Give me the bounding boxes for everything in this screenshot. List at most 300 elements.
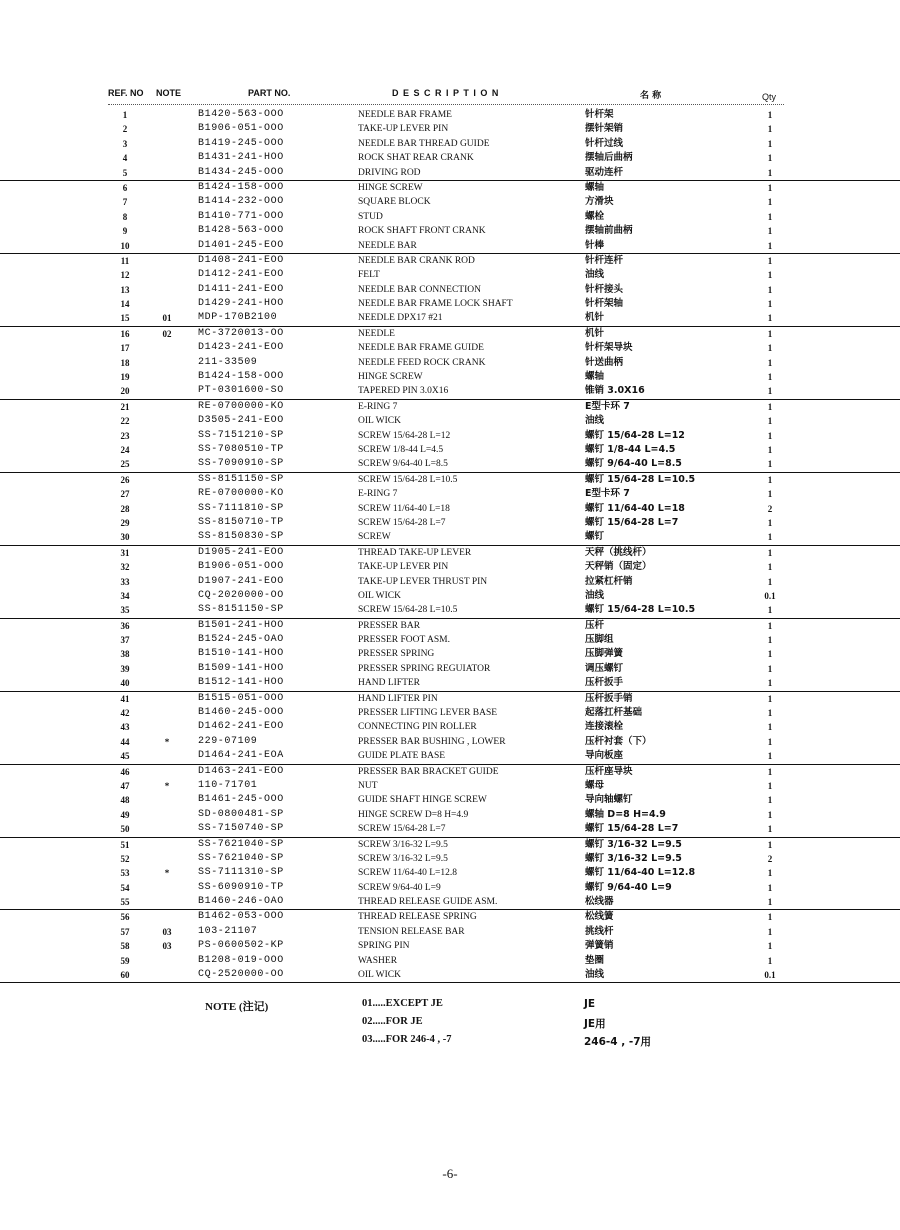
part-no-cell: B1208-019-OOO: [198, 954, 284, 966]
description-cell: ROCK SHAT REAR CRANK: [358, 153, 474, 164]
description-cell: SCREW 15/64-28 L=7: [358, 517, 446, 528]
name-cn-cell: 螺钉 15/64-28 L=10.5: [585, 473, 696, 485]
note-meaning: JE用: [584, 1018, 606, 1030]
description-cell: HINGE SCREW D=8 H=4.9: [358, 809, 469, 820]
ref-no-cell: 25: [120, 459, 130, 470]
name-cn-cell: 压杆衬套（下）: [585, 735, 652, 747]
ref-no-cell: 13: [120, 284, 130, 295]
name-cn-cell: 摆针架销: [585, 123, 624, 135]
part-no-cell: B1501-241-HOO: [198, 619, 284, 631]
part-no-cell: SS-7111810-SP: [198, 502, 284, 514]
table-row: [0, 122, 900, 136]
description-cell: PRESSER SPRING REGUIATOR: [358, 663, 491, 674]
part-no-cell: PS-0600502-KP: [198, 940, 284, 952]
part-no-cell: D1412-241-EOO: [198, 269, 284, 281]
ref-no-cell: 15: [120, 313, 130, 324]
table-row: [0, 108, 900, 122]
name-cn-cell: 螺钉 3/16-32 L=9.5: [585, 838, 682, 850]
table-row: [0, 647, 900, 661]
table-row: [0, 502, 900, 516]
part-no-cell: D1905-241-EOO: [198, 546, 284, 558]
qty-cell: 1: [767, 299, 773, 310]
ref-no-cell: 48: [120, 795, 130, 806]
ref-no-cell: 24: [120, 444, 130, 455]
qty-cell: 1: [767, 110, 773, 120]
ref-no-cell: 46: [120, 766, 130, 777]
description-cell: E-RING 7: [358, 401, 398, 412]
table-row: [0, 706, 900, 720]
ref-no-cell: 56: [120, 912, 130, 923]
description-cell: TAKE-UP LEVER PIN: [358, 562, 449, 573]
name-cn-cell: 摆轴前曲柄: [585, 225, 633, 237]
description-cell: SCREW 9/64-40 L=9: [358, 882, 441, 893]
notes-title: NOTE (注记): [205, 1001, 269, 1013]
description-cell: SCREW 11/64-40 L=12.8: [358, 868, 458, 879]
name-cn-cell: 针杆连杆: [585, 254, 624, 266]
name-cn-cell: 挑线杆: [585, 925, 614, 937]
part-no-cell: B1419-245-OOO: [198, 137, 284, 149]
ref-no-cell: 31: [120, 547, 130, 558]
ref-no-cell: 27: [120, 489, 130, 500]
name-cn-cell: 机针: [585, 327, 605, 339]
ref-no-cell: 5: [122, 167, 128, 178]
table-row: [0, 692, 900, 706]
description-cell: SCREW 15/64-28 L=10.5: [358, 474, 458, 485]
description-cell: SCREW 9/64-40 L=8.5: [358, 459, 448, 470]
table-row: [0, 327, 900, 341]
qty-cell: 1: [767, 955, 773, 966]
part-no-cell: SS-7151210-SP: [198, 429, 284, 441]
description-cell: NEEDLE BAR THREAD GUIDE: [358, 138, 490, 149]
name-cn-cell: 针杆过线: [585, 137, 624, 149]
part-no-cell: SS-6090910-TP: [198, 881, 284, 893]
description-cell: PRESSER SPRING: [358, 649, 435, 660]
ref-no-cell: 47: [120, 780, 130, 791]
note-code: 03.....FOR 246-4 , -7: [362, 1034, 452, 1045]
name-cn-cell: 螺钉 15/64-28 L=7: [585, 823, 679, 835]
description-cell: SCREW 3/16-32 L=9.5: [358, 853, 448, 864]
name-cn-cell: 针杆接头: [585, 283, 624, 295]
description-cell: TENSION RELEASE BAR: [358, 926, 465, 937]
part-no-cell: D1463-241-EOO: [198, 765, 284, 777]
ref-no-cell: 32: [120, 562, 130, 573]
qty-cell: 1: [767, 226, 773, 237]
ref-no-cell: 6: [122, 182, 128, 193]
name-cn-cell: 导向板座: [585, 750, 624, 762]
part-no-cell: SS-7080510-TP: [198, 443, 284, 455]
part-no-cell: CQ-2520000-OO: [198, 969, 284, 981]
part-no-cell: MC-3720013-OO: [198, 327, 284, 339]
table-row: [0, 341, 900, 355]
table-row: [0, 939, 900, 953]
table-row: [0, 210, 900, 224]
qty-cell: 1: [767, 401, 773, 412]
description-cell: OIL WICK: [358, 590, 402, 601]
part-no-cell: B1428-563-OOO: [198, 225, 284, 237]
ref-no-cell: 42: [120, 708, 130, 719]
description-cell: OIL WICK: [358, 970, 402, 981]
description-cell: THREAD RELEASE SPRING: [358, 912, 477, 923]
description-cell: PRESSER FOOT ASM.: [358, 635, 450, 646]
name-cn-cell: 油线: [585, 415, 605, 427]
part-no-cell: B1524-245-OAO: [198, 634, 284, 646]
part-no-cell: D1423-241-EOO: [198, 342, 284, 354]
qty-cell: 1: [767, 138, 773, 149]
part-no-cell: B1460-246-OAO: [198, 896, 284, 908]
part-no-cell: B1510-141-HOO: [198, 648, 284, 660]
header-name-cn: 名 称: [640, 91, 662, 101]
qty-cell: 1: [767, 328, 773, 339]
name-cn-cell: 螺轴 D=8 H=4.9: [585, 808, 666, 820]
description-cell: PRESSER BAR: [358, 620, 421, 631]
ref-no-cell: 59: [120, 955, 130, 966]
qty-cell: 1: [767, 532, 773, 543]
ref-no-cell: 16: [120, 328, 130, 339]
part-no-cell: SS-7090910-SP: [198, 458, 284, 470]
note-item: [362, 1034, 782, 1052]
part-no-cell: RE-0700000-KO: [198, 400, 284, 412]
parts-table: [0, 108, 900, 983]
table-row: [0, 735, 900, 749]
qty-cell: 1: [767, 576, 773, 587]
header-description: D E S C R I P T I O N: [392, 88, 500, 98]
part-no-cell: D1462-241-EOO: [198, 721, 284, 733]
qty-cell: 1: [767, 868, 773, 879]
name-cn-cell: 压杆: [585, 619, 605, 631]
ref-no-cell: 11: [120, 255, 130, 266]
ref-no-cell: 58: [120, 941, 130, 952]
description-cell: HAND LIFTER: [358, 678, 421, 689]
table-row: [0, 720, 900, 734]
part-no-cell: 211-33509: [198, 356, 258, 368]
part-no-cell: SS-7621040-SP: [198, 852, 284, 864]
ref-no-cell: 17: [120, 343, 130, 354]
qty-cell: 1: [767, 839, 773, 850]
part-no-cell: B1424-158-OOO: [198, 181, 284, 193]
ref-no-cell: 23: [120, 430, 130, 441]
description-cell: THREAD RELEASE GUIDE ASM.: [358, 897, 498, 908]
header-ref-no: REF. NO: [108, 88, 144, 98]
part-no-cell: SS-8151150-SP: [198, 473, 284, 485]
table-row: [0, 822, 900, 837]
qty-cell: 1: [767, 430, 773, 441]
ref-no-cell: 34: [120, 590, 130, 601]
description-cell: SCREW 3/16-32 L=9.5: [358, 839, 448, 850]
description-cell: NUT: [358, 780, 378, 791]
ref-no-cell: 8: [122, 211, 128, 222]
header-part-no: PART NO.: [248, 88, 291, 98]
ref-no-cell: 43: [120, 722, 130, 733]
qty-cell: 1: [767, 912, 773, 923]
part-no-cell: B1515-051-OOO: [198, 692, 284, 704]
qty-cell: 1: [767, 547, 773, 558]
qty-cell: 2: [767, 853, 773, 864]
qty-cell: 1: [767, 474, 773, 485]
qty-cell: 1: [767, 124, 773, 135]
name-cn-cell: 方滑块: [585, 196, 614, 208]
part-no-cell: SS-8151150-SP: [198, 604, 284, 616]
description-cell: SCREW 15/64-28 L=7: [358, 824, 446, 835]
qty-cell: 1: [767, 897, 773, 908]
table-row: [0, 414, 900, 428]
name-cn-cell: 拉紧杠杆销: [585, 575, 633, 587]
qty-cell: 1: [767, 824, 773, 835]
qty-cell: 1: [767, 736, 773, 747]
description-cell: NEEDLE BAR CONNECTION: [358, 284, 481, 295]
qty-cell: 1: [767, 751, 773, 762]
part-no-cell: PT-0301600-SO: [198, 385, 284, 397]
table-row: [0, 968, 900, 983]
part-no-cell: D3505-241-EOO: [198, 415, 284, 427]
table-row: [0, 254, 900, 268]
ref-no-cell: 57: [120, 926, 130, 937]
part-no-cell: B1434-245-OOO: [198, 166, 284, 178]
name-cn-cell: 螺母: [585, 779, 605, 791]
name-cn-cell: 螺栓: [585, 210, 605, 222]
qty-cell: 1: [767, 284, 773, 295]
qty-cell: 1: [767, 255, 773, 266]
name-cn-cell: 弹簧销: [585, 940, 614, 952]
table-row: [0, 516, 900, 530]
part-no-cell: 229-07109: [198, 735, 258, 747]
name-cn-cell: 螺钉: [585, 531, 605, 543]
table-row: [0, 881, 900, 895]
qty-cell: 1: [767, 708, 773, 719]
ref-no-cell: 20: [120, 386, 130, 397]
table-row: [0, 765, 900, 779]
qty-cell: 1: [767, 941, 773, 952]
qty-cell: 1: [767, 372, 773, 383]
description-cell: CONNECTING PIN ROLLER: [358, 722, 477, 733]
table-row: [0, 749, 900, 764]
description-cell: TAKE-UP LEVER PIN: [358, 124, 449, 135]
table-row: [0, 866, 900, 880]
name-cn-cell: 螺钉 3/16-32 L=9.5: [585, 852, 682, 864]
table-row: [0, 283, 900, 297]
description-cell: HINGE SCREW: [358, 182, 423, 193]
qty-cell: 1: [767, 635, 773, 646]
qty-cell: 1: [767, 313, 773, 324]
ref-no-cell: 9: [122, 226, 128, 237]
name-cn-cell: 螺轴: [585, 181, 605, 193]
qty-cell: 1: [767, 211, 773, 222]
qty-cell: 1: [767, 663, 773, 674]
ref-no-cell: 60: [120, 970, 130, 981]
description-cell: HINGE SCREW: [358, 372, 423, 383]
name-cn-cell: 天秤销（固定）: [585, 561, 652, 573]
description-cell: WASHER: [358, 955, 398, 966]
table-row: [0, 560, 900, 574]
table-row: [0, 429, 900, 443]
ref-no-cell: 55: [120, 897, 130, 908]
qty-cell: 1: [767, 649, 773, 660]
name-cn-cell: 松线簧: [585, 911, 614, 923]
description-cell: SCREW: [358, 532, 391, 543]
name-cn-cell: 压脚组: [585, 634, 614, 646]
table-row: [0, 589, 900, 603]
part-no-cell: RE-0700000-KO: [198, 488, 284, 500]
part-no-cell: B1509-141-HOO: [198, 662, 284, 674]
table-row: [0, 224, 900, 238]
ref-no-cell: 54: [120, 882, 130, 893]
ref-no-cell: 37: [120, 635, 130, 646]
ref-no-cell: 2: [122, 124, 128, 135]
table-row: [0, 662, 900, 676]
ref-no-cell: 22: [120, 416, 130, 427]
name-cn-cell: 锥销 3.0X16: [585, 385, 645, 397]
note-cell: 03: [162, 926, 172, 937]
description-cell: NEEDLE BAR FRAME LOCK SHAFT: [358, 299, 513, 310]
qty-cell: 1: [767, 722, 773, 733]
table-row: [0, 895, 900, 910]
name-cn-cell: 螺钉 9/64-40 L=8.5: [585, 458, 682, 470]
table-row: [0, 151, 900, 165]
table-row: [0, 779, 900, 793]
ref-no-cell: 12: [120, 270, 130, 281]
qty-cell: 1: [767, 517, 773, 528]
table-row: [0, 619, 900, 633]
name-cn-cell: 天秤（挑线杆）: [585, 546, 652, 558]
name-cn-cell: 导向轴螺钉: [585, 794, 633, 806]
qty-cell: 1: [767, 489, 773, 500]
table-row: [0, 808, 900, 822]
ref-no-cell: 7: [122, 197, 128, 208]
part-no-cell: D1401-245-EOO: [198, 239, 284, 251]
ref-no-cell: 50: [120, 824, 130, 835]
name-cn-cell: 螺钉 1/8-44 L=4.5: [585, 443, 676, 455]
table-row: [0, 457, 900, 472]
name-cn-cell: 针杆架轴: [585, 298, 624, 310]
ref-no-cell: 53: [120, 868, 130, 879]
ref-no-cell: 3: [122, 138, 128, 149]
part-no-cell: D1464-241-EOA: [198, 750, 284, 762]
name-cn-cell: 螺钉 15/64-28 L=10.5: [585, 604, 696, 616]
description-cell: E-RING 7: [358, 489, 398, 500]
table-row: [0, 195, 900, 209]
table-row: [0, 852, 900, 866]
ref-no-cell: 40: [120, 678, 130, 689]
ref-no-cell: 14: [120, 299, 130, 310]
qty-cell: 1: [767, 459, 773, 470]
qty-cell: 0.1: [764, 590, 776, 601]
name-cn-cell: 针杆架导块: [585, 342, 633, 354]
qty-cell: 1: [767, 809, 773, 820]
part-no-cell: CQ-2020000-OO: [198, 589, 284, 601]
header-qty: Qty: [762, 92, 777, 102]
name-cn-cell: 螺轴: [585, 371, 605, 383]
name-cn-cell: 压脚弹簧: [585, 648, 624, 660]
table-row: [0, 546, 900, 560]
description-cell: FELT: [358, 270, 380, 281]
table-row: [0, 370, 900, 384]
header-note: NOTE: [156, 88, 182, 98]
ref-no-cell: 51: [120, 839, 130, 850]
table-row: [0, 925, 900, 939]
part-no-cell: B1414-232-OOO: [198, 196, 284, 208]
ref-no-cell: 36: [120, 620, 130, 631]
table-row: [0, 793, 900, 807]
part-no-cell: B1462-053-OOO: [198, 911, 284, 923]
name-cn-cell: 压杆座导块: [585, 765, 633, 777]
ref-no-cell: 10: [120, 240, 130, 251]
qty-cell: 1: [767, 153, 773, 164]
header-divider: [108, 104, 784, 105]
name-cn-cell: 压杆扳手: [585, 677, 624, 689]
page-number: -6-: [442, 1166, 458, 1181]
table-row: [0, 137, 900, 151]
qty-cell: 1: [767, 182, 773, 193]
ref-no-cell: 18: [120, 357, 130, 368]
ref-no-cell: 29: [120, 517, 130, 528]
name-cn-cell: 针棒: [585, 239, 605, 251]
description-cell: THREAD TAKE-UP LEVER: [358, 547, 472, 558]
description-cell: NEEDLE BAR FRAME GUIDE: [358, 343, 484, 354]
qty-cell: 1: [767, 197, 773, 208]
part-no-cell: B1431-241-HOO: [198, 152, 284, 164]
table-row: [0, 443, 900, 457]
qty-cell: 1: [767, 343, 773, 354]
description-cell: PRESSER LIFTING LEVER BASE: [358, 708, 498, 719]
qty-cell: 1: [767, 562, 773, 573]
part-no-cell: 103-21107: [198, 925, 258, 937]
part-no-cell: SS-8150710-TP: [198, 516, 284, 528]
description-cell: NEEDLE BAR FRAME: [358, 110, 452, 120]
part-no-cell: B1460-245-OOO: [198, 707, 284, 719]
name-cn-cell: 起落扛杆基础: [585, 707, 643, 719]
qty-cell: 1: [767, 240, 773, 251]
description-cell: TAKE-UP LEVER THRUST PIN: [358, 576, 488, 587]
note-cell: 03: [162, 941, 172, 952]
part-no-cell: SS-7621040-SP: [198, 838, 284, 850]
description-cell: HAND LIFTER PIN: [358, 693, 438, 704]
ref-no-cell: 52: [120, 853, 130, 864]
table-row: [0, 487, 900, 501]
part-no-cell: B1410-771-OOO: [198, 210, 284, 222]
qty-cell: 2: [767, 503, 773, 514]
ref-no-cell: 49: [120, 809, 130, 820]
description-cell: NEEDLE FEED ROCK CRANK: [358, 357, 486, 368]
qty-cell: 1: [767, 416, 773, 427]
ref-no-cell: 35: [120, 605, 130, 616]
part-no-cell: B1461-245-OOO: [198, 794, 284, 806]
ref-no-cell: 39: [120, 663, 130, 674]
qty-cell: 1: [767, 693, 773, 704]
description-cell: STUD: [358, 211, 383, 222]
table-row: [0, 384, 900, 399]
ref-no-cell: 33: [120, 576, 130, 587]
ref-no-cell: 26: [120, 474, 130, 485]
part-no-cell: MDP-170B2100: [198, 312, 278, 324]
description-cell: DRIVING ROD: [358, 167, 421, 178]
ref-no-cell: 28: [120, 503, 130, 514]
description-cell: SPRING PIN: [358, 941, 410, 952]
qty-cell: 1: [767, 678, 773, 689]
notes-list: [362, 998, 782, 1052]
qty-cell: 1: [767, 882, 773, 893]
part-no-cell: SS-7111310-SP: [198, 867, 284, 879]
table-row: [0, 356, 900, 370]
note-code: 01.....EXCEPT JE: [362, 998, 443, 1009]
name-cn-cell: 连接滚栓: [585, 721, 624, 733]
note-cell: *: [164, 736, 170, 747]
description-cell: OIL WICK: [358, 416, 402, 427]
name-cn-cell: 油线: [585, 969, 605, 981]
note-meaning: 246-4 , -7用: [584, 1036, 652, 1048]
part-no-cell: D1411-241-EOO: [198, 283, 284, 295]
part-no-cell: B1512-141-HOO: [198, 677, 284, 689]
table-row: [0, 910, 900, 924]
description-cell: SCREW 1/8-44 L=4.5: [358, 444, 444, 455]
